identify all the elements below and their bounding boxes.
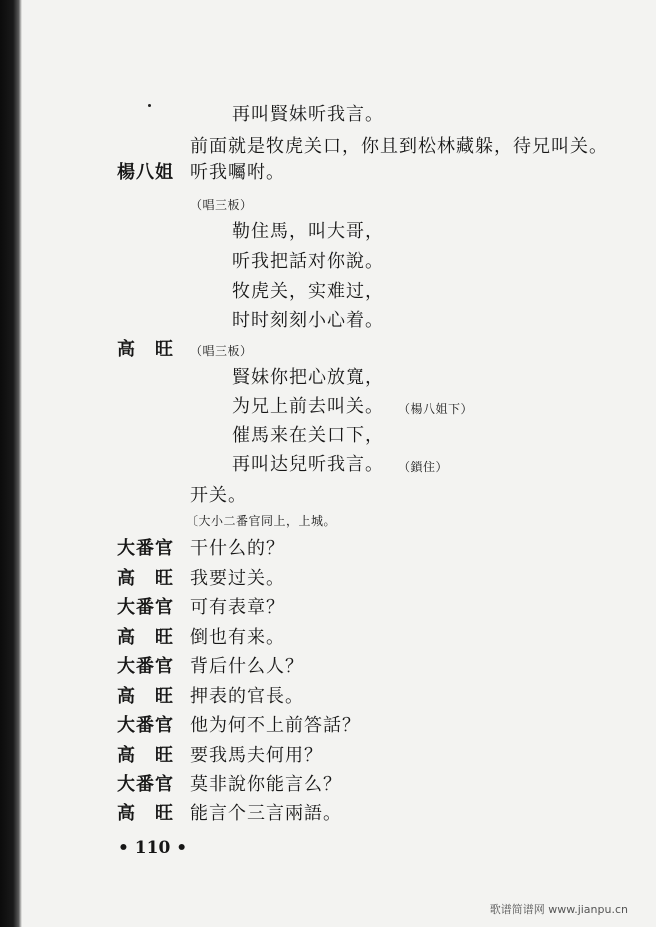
- verse-line: 时时刻刻小心着。: [232, 310, 384, 331]
- stage-direction: 〔大小二番官同上，上城。: [186, 514, 337, 528]
- dialogue-line: 干什么的？: [190, 538, 285, 559]
- verse-line: 催馬来在关口下，: [232, 425, 384, 446]
- ink-speck: [148, 104, 151, 107]
- dialogue-line: 能言个三言兩語。: [190, 803, 342, 824]
- verse-line: 听我把話对你說。: [232, 251, 384, 272]
- site-watermark: 歌谱简谱网 www.jianpu.cn: [489, 903, 628, 916]
- speaker-name: 大番官: [117, 538, 174, 559]
- verse-line: 再叫賢妹听我言。: [232, 104, 384, 125]
- dialogue-line: 背后什么人？: [190, 656, 304, 677]
- verse-line: 牧虎关，实难过，: [232, 281, 384, 302]
- speaker-name: 大番官: [117, 597, 174, 618]
- speaker-name: 大番官: [117, 656, 174, 677]
- stage-direction: （唱三板）: [190, 198, 253, 212]
- speaker-name: 大番官: [117, 774, 174, 795]
- dialogue-line: 前面就是牧虎关口，你且到松林藏躲，待兄叫关。: [190, 136, 608, 157]
- verse-line: 为兄上前去叫关。: [232, 396, 384, 417]
- speaker-name: 楊八姐: [117, 162, 174, 183]
- verse-line: 再叫达兒听我言。: [232, 454, 384, 475]
- dialogue-line: 开关。: [190, 485, 247, 506]
- speaker-name: 高 旺: [117, 339, 174, 360]
- dialogue-line: 要我馬夫何用？: [190, 745, 323, 766]
- dialogue-line: 可有表章？: [190, 597, 285, 618]
- speaker-name: 高 旺: [117, 803, 174, 824]
- page-number: • 110 •: [118, 838, 188, 858]
- dialogue-line: 莫非說你能言么？: [190, 774, 342, 795]
- verse-line: 勒住馬，叫大哥，: [232, 221, 384, 242]
- stage-direction: （鎖住）: [398, 460, 449, 474]
- dialogue-line: 他为何不上前答話？: [190, 715, 361, 736]
- speaker-name: 高 旺: [117, 745, 174, 766]
- dialogue-line: 押表的官長。: [190, 686, 304, 707]
- dialogue-line: 倒也有来。: [190, 627, 285, 648]
- verse-line: 賢妹你把心放寬，: [232, 367, 384, 388]
- speaker-name: 大番官: [117, 715, 174, 736]
- stage-direction: （楊八姐下）: [398, 402, 474, 416]
- dialogue-line: 听我囑咐。: [190, 162, 285, 183]
- speaker-name: 高 旺: [117, 686, 174, 707]
- dialogue-line: 我要过关。: [190, 568, 285, 589]
- stage-direction: （唱三板）: [190, 344, 253, 358]
- speaker-name: 高 旺: [117, 568, 174, 589]
- book-binding-shadow: [0, 0, 22, 927]
- speaker-name: 高 旺: [117, 627, 174, 648]
